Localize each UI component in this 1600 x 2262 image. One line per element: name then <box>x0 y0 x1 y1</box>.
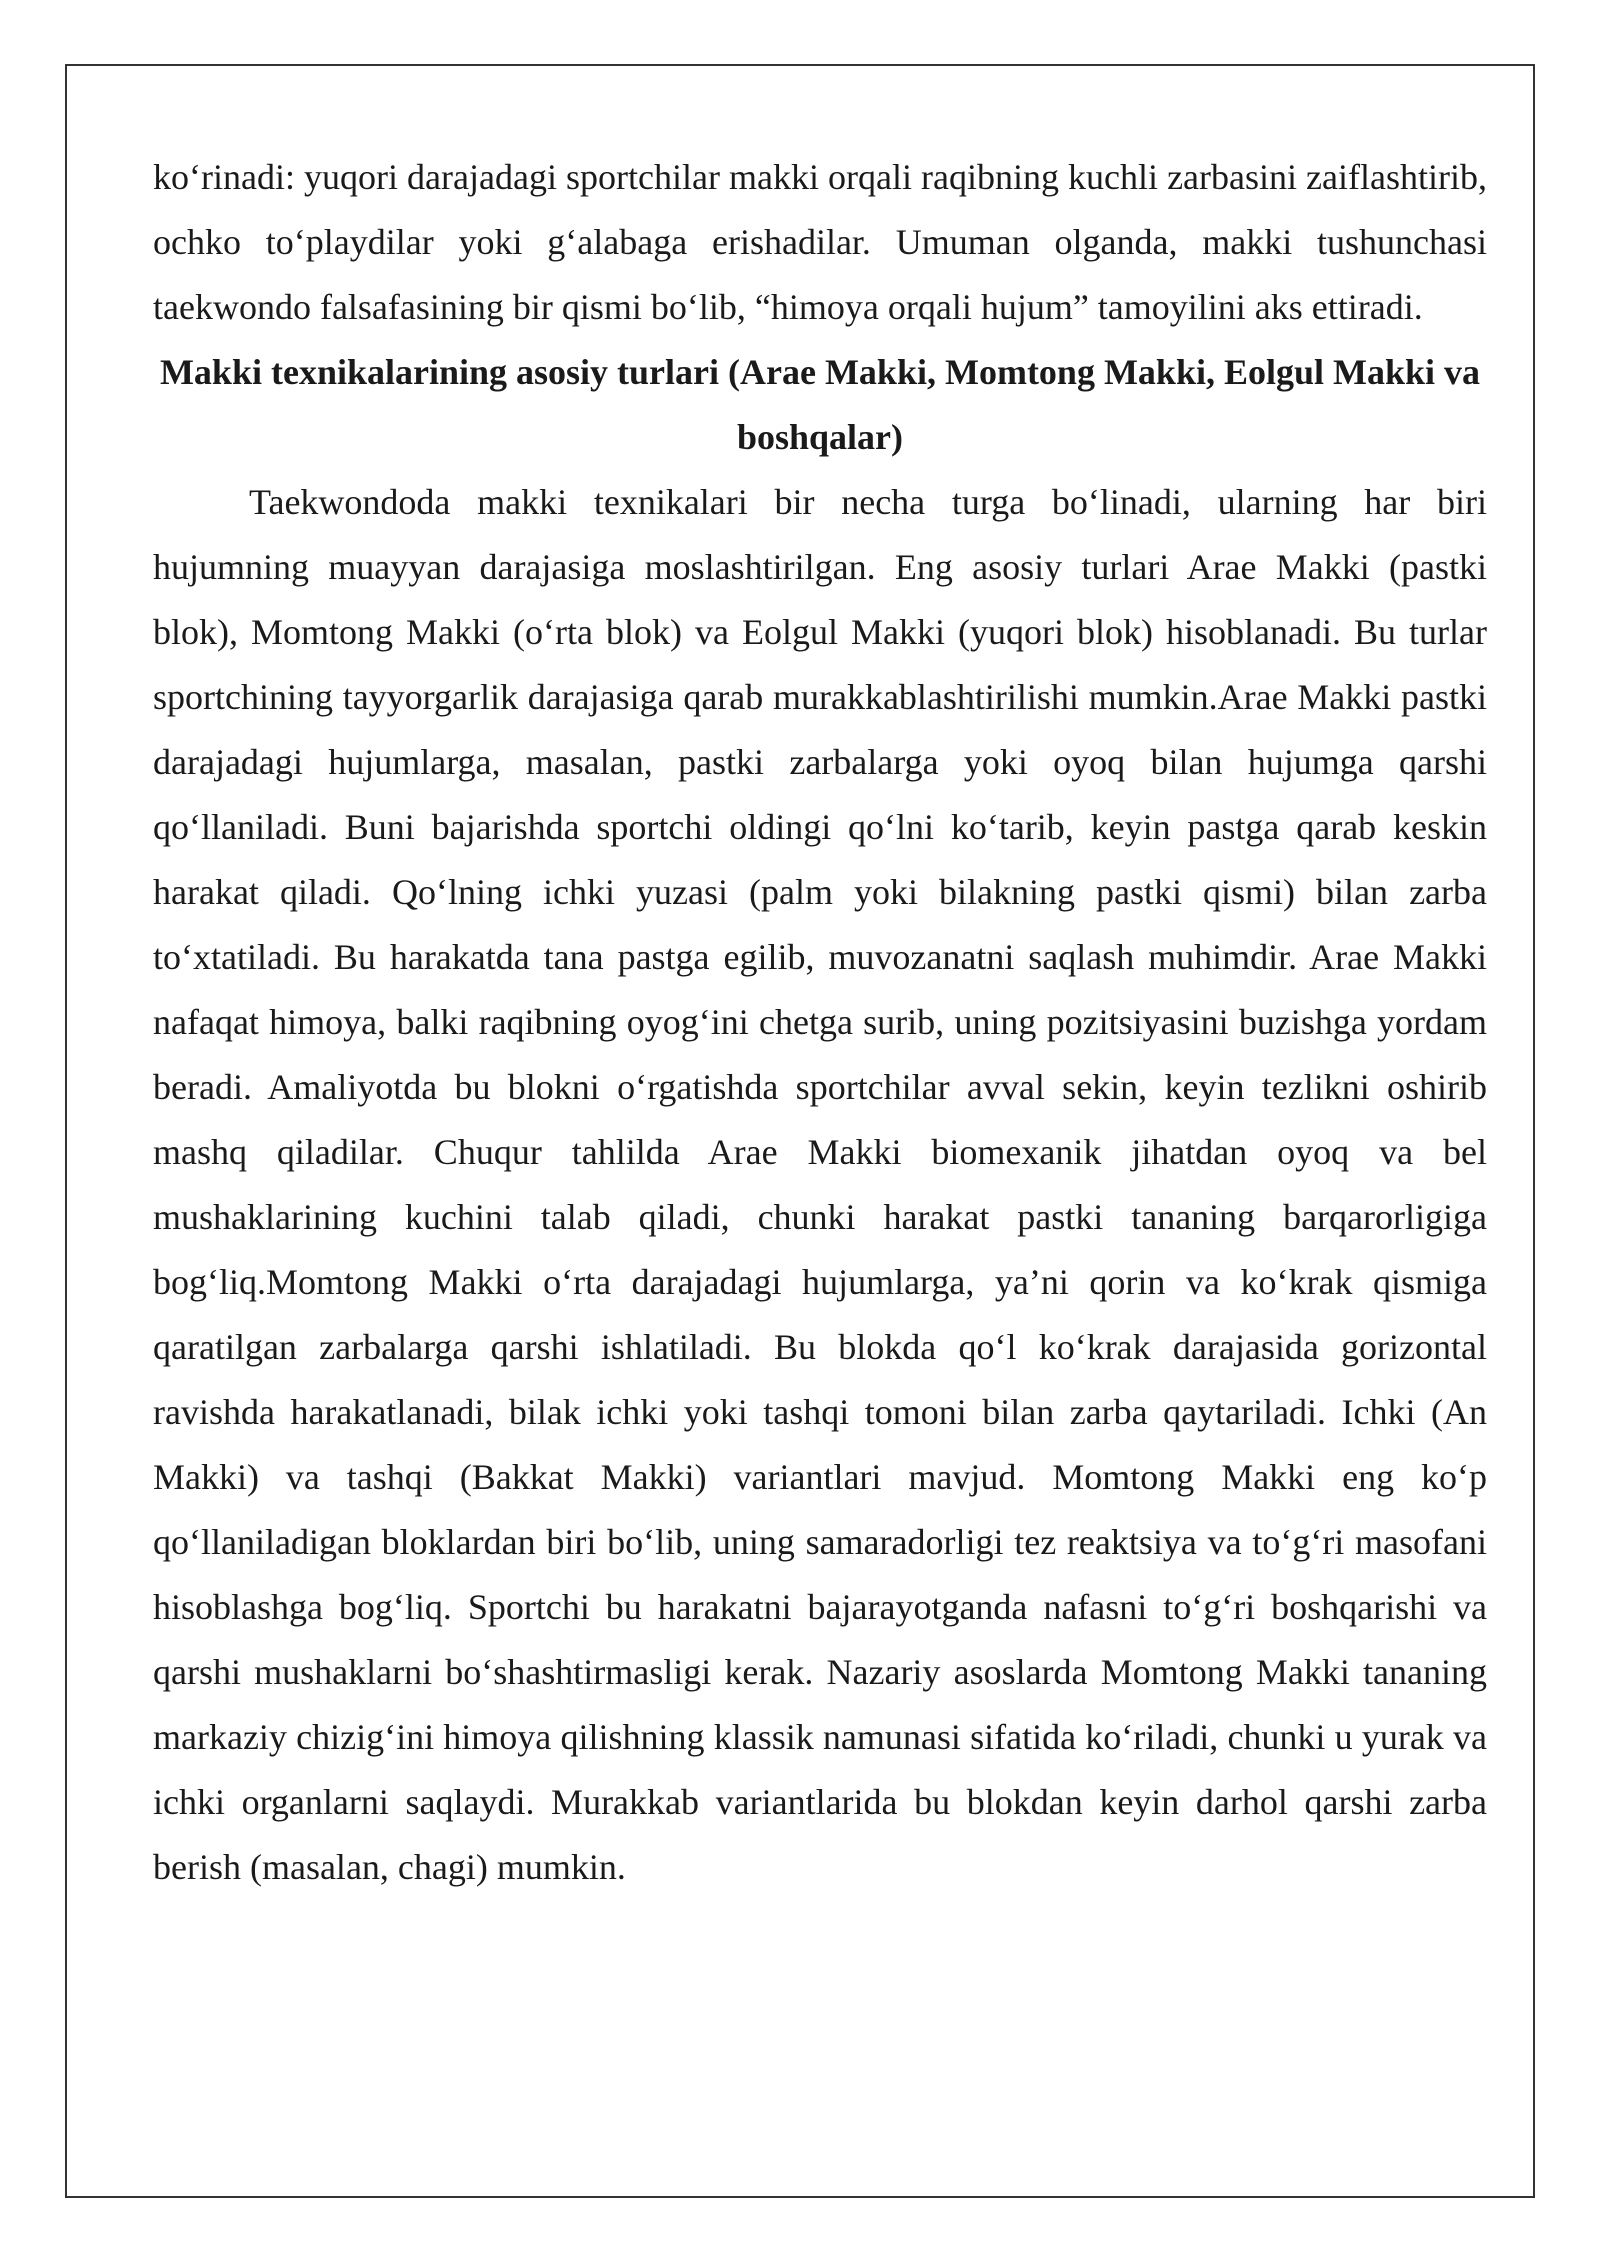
section-heading: Makki texnikalarining asosiy turlari (Arae Makki, Momtong Makki, Eolgul Makki va boshqalar) <box>159 352 1481 457</box>
body-paragraph: Taekwondoda makki texnikalari bir necha turga bo‘linadi, ularning har biri hujumning muayyan darajasiga moslashtirilgan. Eng asosiy turlari Arae Makki (pastki blok), Momtong Makki (o‘rta blok) va Eolgul Makki (yuqori blok) hisoblanadi. Bu turlar sportchining tayyorgarlik darajasiga qarab murakkablashtirilishi mumkin.Arae Makki pastki darajadagi hujumlarga, masalan, pastki zarbalarga yoki oyoq bilan hujumga qarshi qo‘llaniladi. Buni bajarishda sportchi oldingi qo‘lni ko‘tarib, keyin pastga qarab keskin harakat qiladi. Qo‘lning ichki yuzasi (palm yoki bilakning pastki qismi) bilan zarba to‘xtatiladi. Bu harakatda tana pastga egilib, muvozanatni saqlash muhimdir. Arae Makki nafaqat himoya, balki raqibning oyog‘ini chetga surib, uning pozitsiyasini buzishga yordam beradi. Amaliyotda bu blokni o‘rgatishda sportchilar avval sekin, keyin tezlikni oshirib mashq qiladilar. Chuqur tahlilda Arae Makki biomexanik jihatdan oyoq va bel mushaklarining kuchini talab qiladi, chunki harakat pastki tananing barqarorligiga bog‘liq.Momtong Makki o‘rta darajadagi hujumlarga, ya’ni qorin va ko‘krak qismiga qaratilgan zarbalarga qarshi ishlatiladi. Bu blokda qo‘l ko‘krak darajasida gorizontal ravishda harakatlanadi, bilak ichki yoki tashqi tomoni bilan zarba qaytariladi. Ichki (An Makki) va tashqi (Bakkat Makki) variantlari mavjud. Momtong Makki eng ko‘p qo‘llaniladigan bloklardan biri bo‘lib, uning samaradorligi tez reaktsiya va to‘g‘ri masofani hisoblashga bog‘liq. Sportchi bu harakatni bajarayotganda nafasni to‘g‘ri boshqarishi va qarshi mushaklarni bo‘shashtirmasligi kerak. Nazariy asoslarda Momtong Makki tananing markaziy chizig‘ini himoya qilishning klassik namunasi sifatida ko‘riladi, chunki u yurak va ichki organlarni saqlaydi. Murakkab variantlarida bu blokdan keyin darhol qarshi zarba berish (masalan, chagi) mumkin. <box>153 482 1487 1887</box>
continued-paragraph: ko‘rinadi: yuqori darajadagi sportchilar makki orqali raqibning kuchli zarbasini zaiflashtirib, ochko to‘playdilar yoki g‘alabaga erishadilar. Umuman olganda, makki tushunchasi taekwondo falsafasining bir qismi bo‘lib, “himoya orqali hujum” tamoyilini aks ettiradi. <box>153 157 1487 327</box>
document-body <box>153 145 1487 1900</box>
